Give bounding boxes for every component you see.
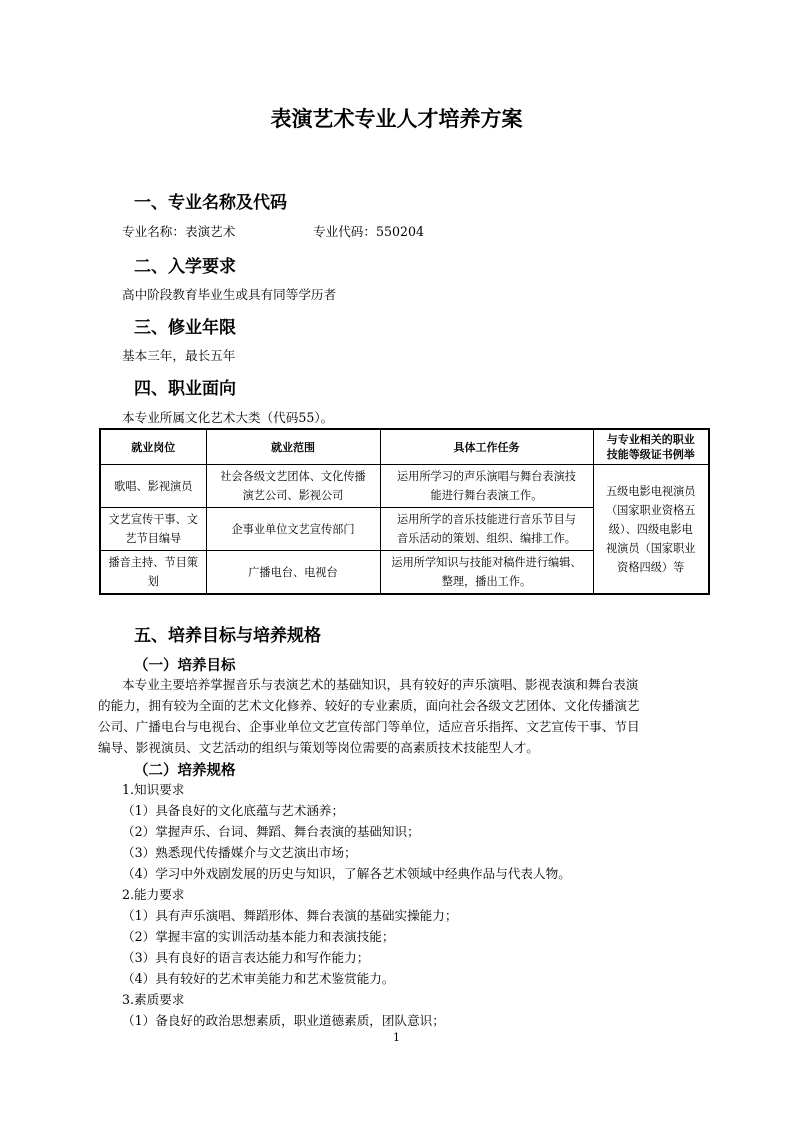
cell-task-line1: 运用所学习的声乐演唱与舞台表演技: [396, 470, 576, 483]
header-cert-line1: 与专业相关的职业: [606, 433, 695, 446]
section-1-heading: 一、专业名称及代码: [134, 193, 287, 213]
cell-scope-line1: 社会各级文艺团体、文化传播: [220, 470, 366, 483]
section-2-heading: 二、入学要求: [134, 257, 236, 277]
goal-paragraph: [98, 674, 702, 758]
spec-line: 3.素质要求: [122, 992, 185, 1007]
cell-task: [380, 551, 593, 595]
cell-cert-line4: 视演员（国家职业: [605, 541, 696, 555]
page-number: 1: [393, 1031, 400, 1044]
cell-task-line2: 音乐活动的策划、组织、编排工作。: [396, 532, 576, 545]
cell-post: 歌唱、影视演员: [100, 465, 206, 508]
section-3-heading: 三、修业年限: [134, 318, 236, 338]
spec-line: （1）具备良好的文化底蕴与艺术涵养；: [122, 803, 345, 818]
header-post: 就业岗位: [100, 429, 206, 465]
cell-task-line2: 整理，播出工作。: [441, 575, 532, 588]
spec-line: （2）掌握丰富的实训活动基本能力和表演技能；: [122, 929, 395, 944]
career-table: [99, 428, 710, 595]
goal-line-2: 的能力，拥有较为全面的艺术文化修养、较好的专业素质，面向社会各级文艺团体、文化传播演艺: [98, 698, 640, 713]
spec-line: （3）具有良好的语言表达能力和写作能力；: [122, 950, 370, 965]
spec-line: （3）熟悉现代传播媒介与文艺演出市场；: [122, 845, 357, 860]
admission-requirement: 高中阶段教育毕业生或具有同等学历者: [122, 287, 337, 302]
cell-post: [100, 551, 206, 595]
header-scope: 就业范围: [206, 429, 380, 465]
goal-line-1: 本专业主要培养掌握音乐与表演艺术的基础知识，具有较好的声乐演唱、影视表演和舞台表演: [122, 677, 639, 692]
cell-task-line1: 运用所学的音乐技能进行音乐节目与: [396, 513, 576, 526]
spec-line: （2）掌握声乐、台词、舞蹈、舞台表演的基础知识；: [122, 824, 420, 839]
cell-post: [100, 508, 206, 551]
cell-task-line2: 能进行舞台表演工作。: [430, 489, 543, 502]
cell-task: [380, 508, 593, 551]
cell-cert-line5: 资格四级）等: [617, 560, 685, 574]
major-code: 专业代码：550204: [313, 224, 425, 239]
cell-scope: [206, 465, 380, 508]
section-5-heading: 五、培养目标与培养规格: [134, 626, 321, 646]
cell-post-line1: 文艺宣传干事、文: [108, 513, 198, 526]
spec-line: 2.能力要求: [122, 887, 185, 902]
cell-post-line2: 艺节目编导: [125, 532, 182, 545]
spec-line: （4）学习中外戏剧发展的历史与知识，了解各艺术领域中经典作品与代表人物。: [122, 866, 571, 881]
table-header-row: [100, 429, 709, 465]
subsection-goal-heading: （一）培养目标: [134, 658, 236, 674]
cell-task: [380, 465, 593, 508]
header-cert-line2: 技能等级证书例举: [606, 448, 695, 461]
cell-scope: 广播电台、电视台: [206, 551, 380, 595]
category-intro: 本专业所属文化艺术大类（代码55）。: [122, 410, 334, 425]
section-4-heading: 四、职业面向: [134, 379, 236, 399]
table-row: [100, 465, 709, 508]
cell-cert-line3: 级）、四级电影电: [608, 522, 693, 536]
cell-cert-line1: 五级电影电视演员: [605, 484, 696, 498]
cell-task-line1: 运用所学知识与技能对稿件进行编辑、: [391, 556, 582, 569]
document-title: 表演艺术专业人才培养方案: [270, 107, 523, 131]
cell-post-line1: 播音主持、节目策: [108, 556, 198, 569]
header-task: 具体工作任务: [380, 429, 593, 465]
spec-line: 1.知识要求: [122, 782, 185, 797]
goal-line-4: 编导、影视演员、文艺活动的组织与策划等岗位需要的高素质技术技能型人才。: [98, 740, 539, 755]
goal-line-3: 公司、广播电台与电视台、企事业单位文艺宣传部门等单位，适应音乐指挥、文艺宣传干事、节目: [98, 719, 640, 734]
subsection-spec-heading: （二）培养规格: [134, 763, 236, 779]
spec-list: [122, 779, 702, 1031]
cell-cert-line2: （国家职业资格五: [605, 503, 696, 517]
cell-scope-line2: 演艺公司、影视公司: [242, 489, 344, 502]
major-name: 专业名称：表演艺术: [122, 224, 236, 239]
header-cert: [593, 429, 709, 465]
cell-cert: [593, 465, 709, 595]
spec-line: （4）具有较好的艺术审美能力和艺术鉴赏能力。: [122, 971, 395, 986]
spec-line: （1）具有声乐演唱、舞蹈形体、舞台表演的基础实操能力；: [122, 908, 458, 923]
cell-post-line2: 划: [147, 575, 159, 588]
spec-line: （1）备良好的政治思想素质，职业道德素质，团队意识；: [122, 1013, 445, 1028]
cell-scope: 企事业单位文艺宣传部门: [206, 508, 380, 551]
study-duration: 基本三年，最长五年: [122, 348, 236, 363]
